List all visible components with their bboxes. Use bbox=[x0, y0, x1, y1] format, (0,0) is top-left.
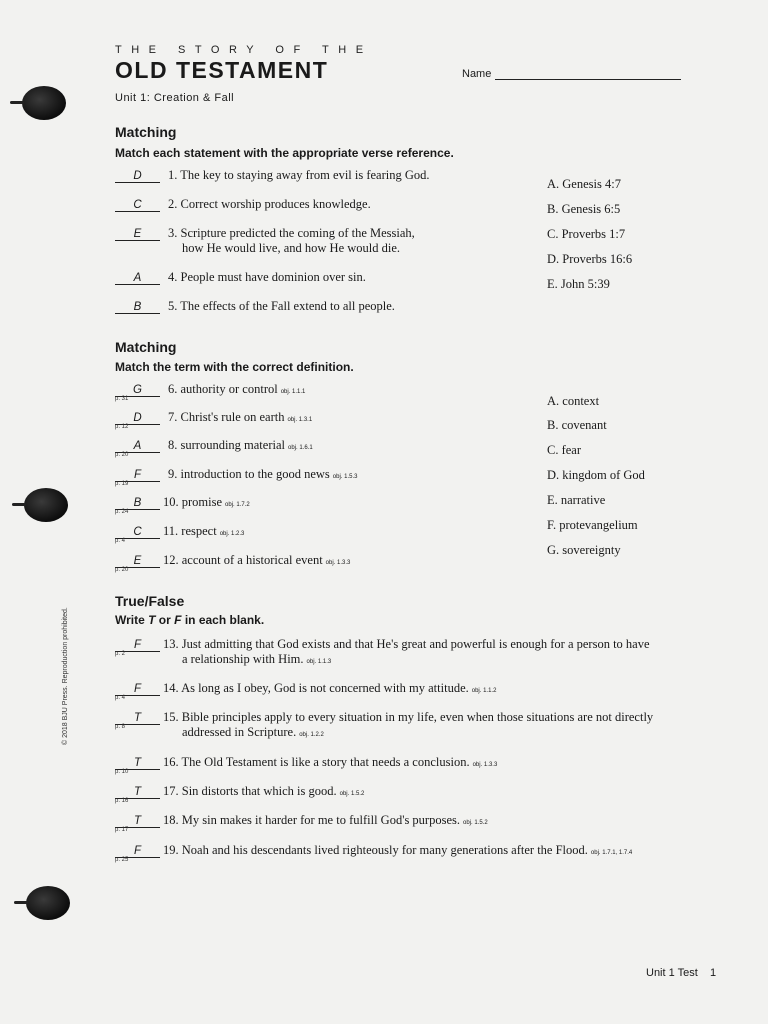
answer-blank[interactable]: T bbox=[115, 712, 160, 725]
answer-blank[interactable]: C bbox=[115, 199, 160, 212]
objective-ref: obj. 1.7.1, 1.7.4 bbox=[590, 850, 633, 856]
option-b: B. Genesis 6:5 bbox=[547, 202, 621, 216]
page-ref: p. 8 bbox=[115, 724, 126, 730]
copyright-notice: © 2018 BJU Press. Reproduction prohibited. bbox=[62, 607, 69, 745]
answer-blank[interactable]: F bbox=[115, 845, 160, 858]
page-ref: p. 20 bbox=[115, 567, 129, 573]
answer-blank[interactable]: G bbox=[115, 384, 160, 397]
question-text: Noah and his descendants lived righteously for many generations after the Flood. bbox=[181, 843, 588, 857]
option-d: D. kingdom of God bbox=[547, 468, 645, 482]
answer-blank[interactable]: D bbox=[115, 170, 160, 183]
objective-ref: obj. 1.1.3 bbox=[306, 659, 332, 665]
unit-subtitle: Unit 1: Creation & Fall bbox=[115, 92, 235, 104]
answer-blank[interactable]: T bbox=[115, 757, 160, 770]
option-a: A. Genesis 4:7 bbox=[547, 177, 621, 191]
page-ref: p. 4 bbox=[115, 538, 126, 544]
answer-blank[interactable]: A bbox=[115, 272, 160, 285]
question-number: 11. bbox=[163, 524, 179, 538]
question-text: Christ's rule on earth bbox=[180, 410, 285, 424]
answer-blank[interactable]: F bbox=[115, 683, 160, 696]
objective-ref: obj. 1.6.1 bbox=[288, 445, 313, 451]
question-text: Scripture predicted the coming of the Messiah, bbox=[180, 226, 415, 240]
question-text: account of a historical event bbox=[181, 553, 323, 567]
question-1 bbox=[115, 168, 430, 183]
page-ref: p. 16 bbox=[115, 798, 129, 804]
question-text: authority or control bbox=[180, 382, 278, 396]
section-heading-true-false: True/False bbox=[115, 593, 185, 609]
option-d: D. Proverbs 16:6 bbox=[547, 252, 633, 266]
option-a: A. context bbox=[547, 394, 600, 408]
option-e: E. narrative bbox=[547, 493, 606, 507]
question-text: Just admitting that God exists and that He's great and powerful is enough for a person to have bbox=[181, 637, 650, 651]
question-3-continued: how He would live, and how He would die. bbox=[182, 241, 401, 255]
section-instructions-3: Write T or F in each blank. bbox=[115, 613, 265, 627]
objective-ref: obj. 1.3.1 bbox=[287, 417, 313, 423]
question-text: Correct worship produces knowledge. bbox=[180, 197, 371, 211]
page-number: 1 bbox=[710, 967, 717, 979]
objective-ref: obj. 1.5.3 bbox=[332, 474, 358, 480]
question-number: 15. bbox=[163, 710, 179, 724]
question-text: Sin distorts that which is good. bbox=[181, 784, 337, 798]
name-field[interactable] bbox=[462, 68, 681, 80]
section-heading-matching-2: Matching bbox=[115, 339, 177, 355]
section-heading-matching-1: Matching bbox=[115, 124, 177, 140]
objective-ref: obj. 1.2.3 bbox=[219, 531, 245, 537]
answer-blank[interactable]: E bbox=[115, 555, 160, 568]
question-4 bbox=[115, 270, 366, 285]
option-e: E. John 5:39 bbox=[547, 277, 610, 291]
question-number: 13. bbox=[163, 637, 179, 651]
objective-ref: obj. 1.1.2 bbox=[471, 688, 497, 694]
page-ref: p. 10 bbox=[115, 769, 129, 775]
answer-blank[interactable]: D bbox=[115, 412, 160, 425]
question-number: 5. bbox=[168, 299, 178, 313]
answer-blank[interactable]: B bbox=[115, 301, 160, 314]
series-title: THE STORY OF THE bbox=[115, 44, 373, 56]
question-number: 10. bbox=[163, 495, 179, 509]
section-instructions-2: Match the term with the correct definition. bbox=[115, 360, 354, 374]
option-c: C. fear bbox=[547, 443, 582, 457]
page-ref: p. 19 bbox=[115, 481, 129, 487]
question-text: promise bbox=[181, 495, 223, 509]
answer-blank[interactable]: F bbox=[115, 469, 160, 482]
page-ref: p. 24 bbox=[115, 509, 129, 515]
question-number: 14. bbox=[163, 681, 179, 695]
answer-blank[interactable]: C bbox=[115, 526, 160, 539]
question-number: 18. bbox=[163, 813, 179, 827]
question-7 bbox=[115, 410, 312, 425]
question-number: 19. bbox=[163, 843, 179, 857]
question-10 bbox=[115, 495, 250, 510]
question-14 bbox=[115, 681, 496, 696]
question-text: The key to staying away from evil is fearing God. bbox=[180, 168, 430, 182]
question-text: As long as I obey, God is not concerned with my attitude. bbox=[181, 681, 469, 695]
option-b: B. covenant bbox=[547, 418, 607, 432]
footer-label: Unit 1 Test bbox=[646, 967, 698, 979]
question-number: 6. bbox=[168, 382, 178, 396]
answer-blank[interactable]: A bbox=[115, 440, 160, 453]
question-19 bbox=[115, 843, 632, 858]
question-text: Bible principles apply to every situation in my life, even when those situations are not directly bbox=[181, 710, 654, 724]
question-6 bbox=[115, 382, 305, 397]
name-line[interactable] bbox=[495, 68, 681, 80]
answer-blank[interactable]: F bbox=[115, 639, 160, 652]
question-12 bbox=[115, 553, 350, 568]
question-13-continued: a relationship with Him. obj. 1.1.3 bbox=[182, 652, 332, 666]
question-number: 1. bbox=[168, 168, 178, 182]
option-f: F. protevangelium bbox=[547, 518, 638, 532]
question-number: 12. bbox=[163, 553, 179, 567]
question-text: People must have dominion over sin. bbox=[180, 270, 366, 284]
page-ref: p. 17 bbox=[115, 827, 129, 833]
objective-ref: obj. 1.7.2 bbox=[225, 502, 250, 508]
question-15-continued: addressed in Scripture. obj. 1.2.2 bbox=[182, 725, 324, 739]
question-number: 7. bbox=[168, 410, 178, 424]
question-text: respect bbox=[181, 524, 217, 538]
objective-ref: obj. 1.5.2 bbox=[339, 791, 365, 797]
binder-hole bbox=[22, 86, 66, 120]
objective-ref: obj. 1.1.1 bbox=[280, 389, 306, 395]
objective-ref: obj. 1.5.2 bbox=[463, 820, 488, 826]
objective-ref: obj. 1.3.3 bbox=[325, 560, 351, 566]
page-ref: p. 31 bbox=[115, 396, 129, 402]
answer-blank[interactable]: T bbox=[115, 786, 160, 799]
question-number: 8. bbox=[168, 438, 178, 452]
question-text: introduction to the good news bbox=[180, 467, 330, 481]
question-3 bbox=[115, 226, 415, 241]
name-label: Name bbox=[462, 68, 492, 80]
question-8 bbox=[115, 438, 313, 453]
question-number: 17. bbox=[163, 784, 179, 798]
question-number: 16. bbox=[163, 755, 179, 769]
question-number: 2. bbox=[168, 197, 178, 211]
option-g: G. sovereignty bbox=[547, 543, 621, 557]
binder-hole bbox=[26, 886, 70, 920]
answer-blank[interactable]: T bbox=[115, 815, 160, 828]
objective-ref: obj. 1.3.3 bbox=[472, 762, 498, 768]
page-ref: p. 25 bbox=[115, 857, 129, 863]
question-text: surrounding material bbox=[180, 438, 285, 452]
question-number: 3. bbox=[168, 226, 178, 240]
question-16 bbox=[115, 755, 497, 770]
question-11 bbox=[115, 524, 244, 539]
option-c: C. Proverbs 1:7 bbox=[547, 227, 626, 241]
binder-hole bbox=[24, 488, 68, 522]
page-title: OLD TESTAMENT bbox=[115, 57, 329, 83]
answer-blank[interactable]: B bbox=[115, 497, 160, 510]
question-17 bbox=[115, 784, 364, 799]
question-9 bbox=[115, 467, 357, 482]
page-ref: p. 4 bbox=[115, 695, 126, 701]
question-text: The effects of the Fall extend to all people. bbox=[180, 299, 395, 313]
question-text: The Old Testament is like a story that needs a conclusion. bbox=[181, 755, 470, 769]
section-instructions-1: Match each statement with the appropriate verse reference. bbox=[115, 146, 454, 160]
question-5 bbox=[115, 299, 395, 314]
objective-ref: obj. 1.2.2 bbox=[299, 732, 324, 738]
page-footer bbox=[646, 967, 716, 979]
page-ref: p. 2 bbox=[115, 651, 126, 657]
question-number: 4. bbox=[168, 270, 178, 284]
question-text: My sin makes it harder for me to fulfill God's purposes. bbox=[181, 813, 460, 827]
question-15 bbox=[115, 710, 653, 725]
page-ref: p. 12 bbox=[115, 424, 129, 430]
page-ref: p. 20 bbox=[115, 452, 129, 458]
question-18 bbox=[115, 813, 488, 828]
answer-blank[interactable]: E bbox=[115, 228, 160, 241]
question-number: 9. bbox=[168, 467, 178, 481]
question-2 bbox=[115, 197, 371, 212]
question-13 bbox=[115, 637, 650, 652]
